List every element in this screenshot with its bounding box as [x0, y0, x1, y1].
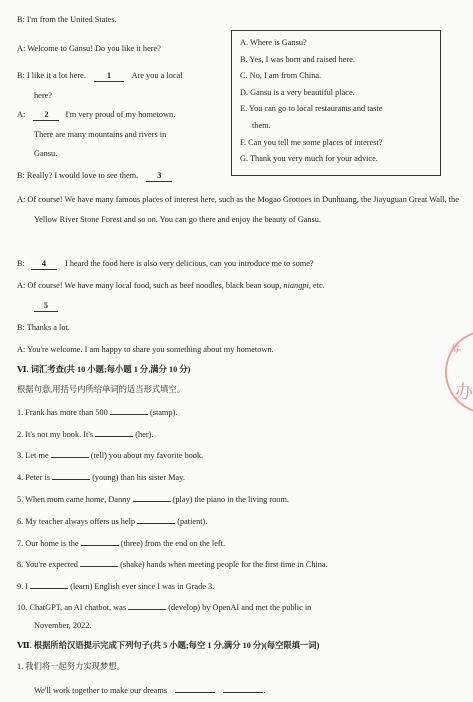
vocab-item-5: 5. When mom came home, Danny (play) the piano in the living room.	[17, 492, 289, 505]
vocab-item-6: 6. My teacher always offers us help (patient).	[17, 514, 207, 527]
options-box	[231, 30, 441, 176]
vocab-blank[interactable]	[51, 448, 89, 458]
dialogue-line-3	[17, 70, 183, 82]
option-f: F. Can you tell me some places of interest?	[240, 137, 383, 147]
vocab-item-2: 2. It's not my book. It's (her).	[17, 427, 153, 440]
option-a: A. Where is Gansu?	[240, 38, 307, 47]
dialogue-text: B: Really? I would love to see them.	[17, 171, 139, 180]
option-e-cont: them.	[252, 120, 271, 130]
vocab-blank[interactable]	[80, 557, 118, 567]
vocab-blank[interactable]	[95, 427, 133, 437]
vocab-blank[interactable]	[30, 579, 68, 589]
vocab-item-10: 10. ChatGPT, an AI chatbot, was (develop) by OpenAI and met the public in	[17, 600, 311, 613]
option-b: B. Yes, I was born and raised here.	[240, 54, 355, 64]
section-6-title: Ⅵ. 词汇考查(共 10 小题;每小题 1 分,满分 10 分)	[17, 365, 191, 374]
dialogue-text: I heard the food here is also very delicious, can you introduce me to some?	[65, 259, 314, 268]
dialogue-line-5: A: 2 I'm very proud of my hometown.	[17, 110, 176, 119]
dialogue-line-10: A: Of course! We have many local food, such as beef noodles, black bean soup, niangpi, etc.	[17, 281, 325, 290]
vocab-item-7: 7. Our home is the (three) from the end on the left.	[17, 536, 225, 549]
vocab-item-4: 4. Peter is (young) than his sister May.	[17, 470, 185, 483]
vocab-blank[interactable]	[137, 514, 175, 524]
dialogue-line-1: B: I'm from the United States.	[17, 15, 117, 24]
translation-item-1-cn: 1. 我们将一起努力实现梦想。	[17, 662, 125, 671]
dialogue-text: B: I like it a lot here.	[17, 71, 86, 80]
option-d: D. Gansu is a very beautiful place.	[240, 87, 355, 97]
translation-blank[interactable]	[223, 683, 263, 693]
dialogue-line-6: There are many mountains and rivers in	[34, 130, 167, 139]
vocab-item-9: 9. I (learn) English ever since I was in Grade 3.	[17, 579, 214, 592]
blank-2[interactable]: 2	[33, 110, 59, 121]
dialogue-text: I'm very proud of my hometown.	[65, 110, 176, 119]
option-e: E. You can go to local restaurants and taste	[240, 104, 383, 114]
dialogue-line-11	[34, 300, 58, 312]
dialogue-line-13: A: You're welcome. I am happy to share you something about my hometown.	[17, 345, 274, 354]
dialogue-line-2: A: Welcome to Gansu! Do you like it here?	[17, 44, 161, 53]
dialogue-line-4: here?	[34, 91, 52, 100]
vocab-item-8: 8. You're expected (shake) hands when meeting people for the first time in China.	[17, 557, 328, 570]
section-6-instruction: 根据句意,用括号内所给单词的适当形式填空。	[17, 385, 186, 394]
red-seal-stamp: 委 办	[445, 330, 473, 414]
vocab-blank[interactable]	[81, 536, 119, 546]
vocab-item-10-cont: November, 2022.	[34, 621, 92, 630]
option-g: G. Thank you very much for your advice.	[240, 154, 378, 164]
vocab-blank[interactable]	[128, 600, 166, 610]
option-c: C. No, I am from China.	[240, 71, 322, 81]
dialogue-text: Are you a local	[131, 71, 183, 80]
translation-item-1-en: We'll work together to make our dreams .	[34, 683, 265, 696]
dialogue-paragraph: A: Of course! We have many famous places of interest here, such as the Mogao Grottoes in Dunhuang, the Jiayuguan Great Wall, the Yellow River Stone Forest and so on. You can go there and enjoy the beauty of Gansu.	[17, 195, 459, 224]
vocab-blank[interactable]	[110, 405, 148, 415]
section-7-title: Ⅶ. 根据所给汉语提示完成下列句子(共 5 小题;每空 1 分,满分 10 分)(每空限填一词)	[17, 641, 320, 650]
blank-1[interactable]: 1	[94, 71, 124, 82]
dialogue-line-12: B: Thanks a lot.	[17, 323, 70, 332]
vocab-item-1: 1. Frank has more than 500 (stamp).	[17, 405, 177, 418]
vocab-blank[interactable]	[52, 470, 90, 480]
blank-3[interactable]: 3	[146, 171, 172, 182]
dialogue-line-8	[17, 170, 172, 182]
dialogue-line-9: B: 4 I heard the food here is also very delicious, can you introduce me to some?	[17, 259, 314, 268]
blank-4[interactable]: 4	[31, 259, 57, 270]
dialogue-line-7: Gansu.	[34, 149, 58, 158]
vocab-blank[interactable]	[133, 492, 171, 502]
translation-blank[interactable]	[175, 683, 215, 693]
vocab-item-3: 3. Let me (tell) you about my favorite book.	[17, 448, 203, 461]
blank-5[interactable]: 5	[34, 301, 58, 312]
